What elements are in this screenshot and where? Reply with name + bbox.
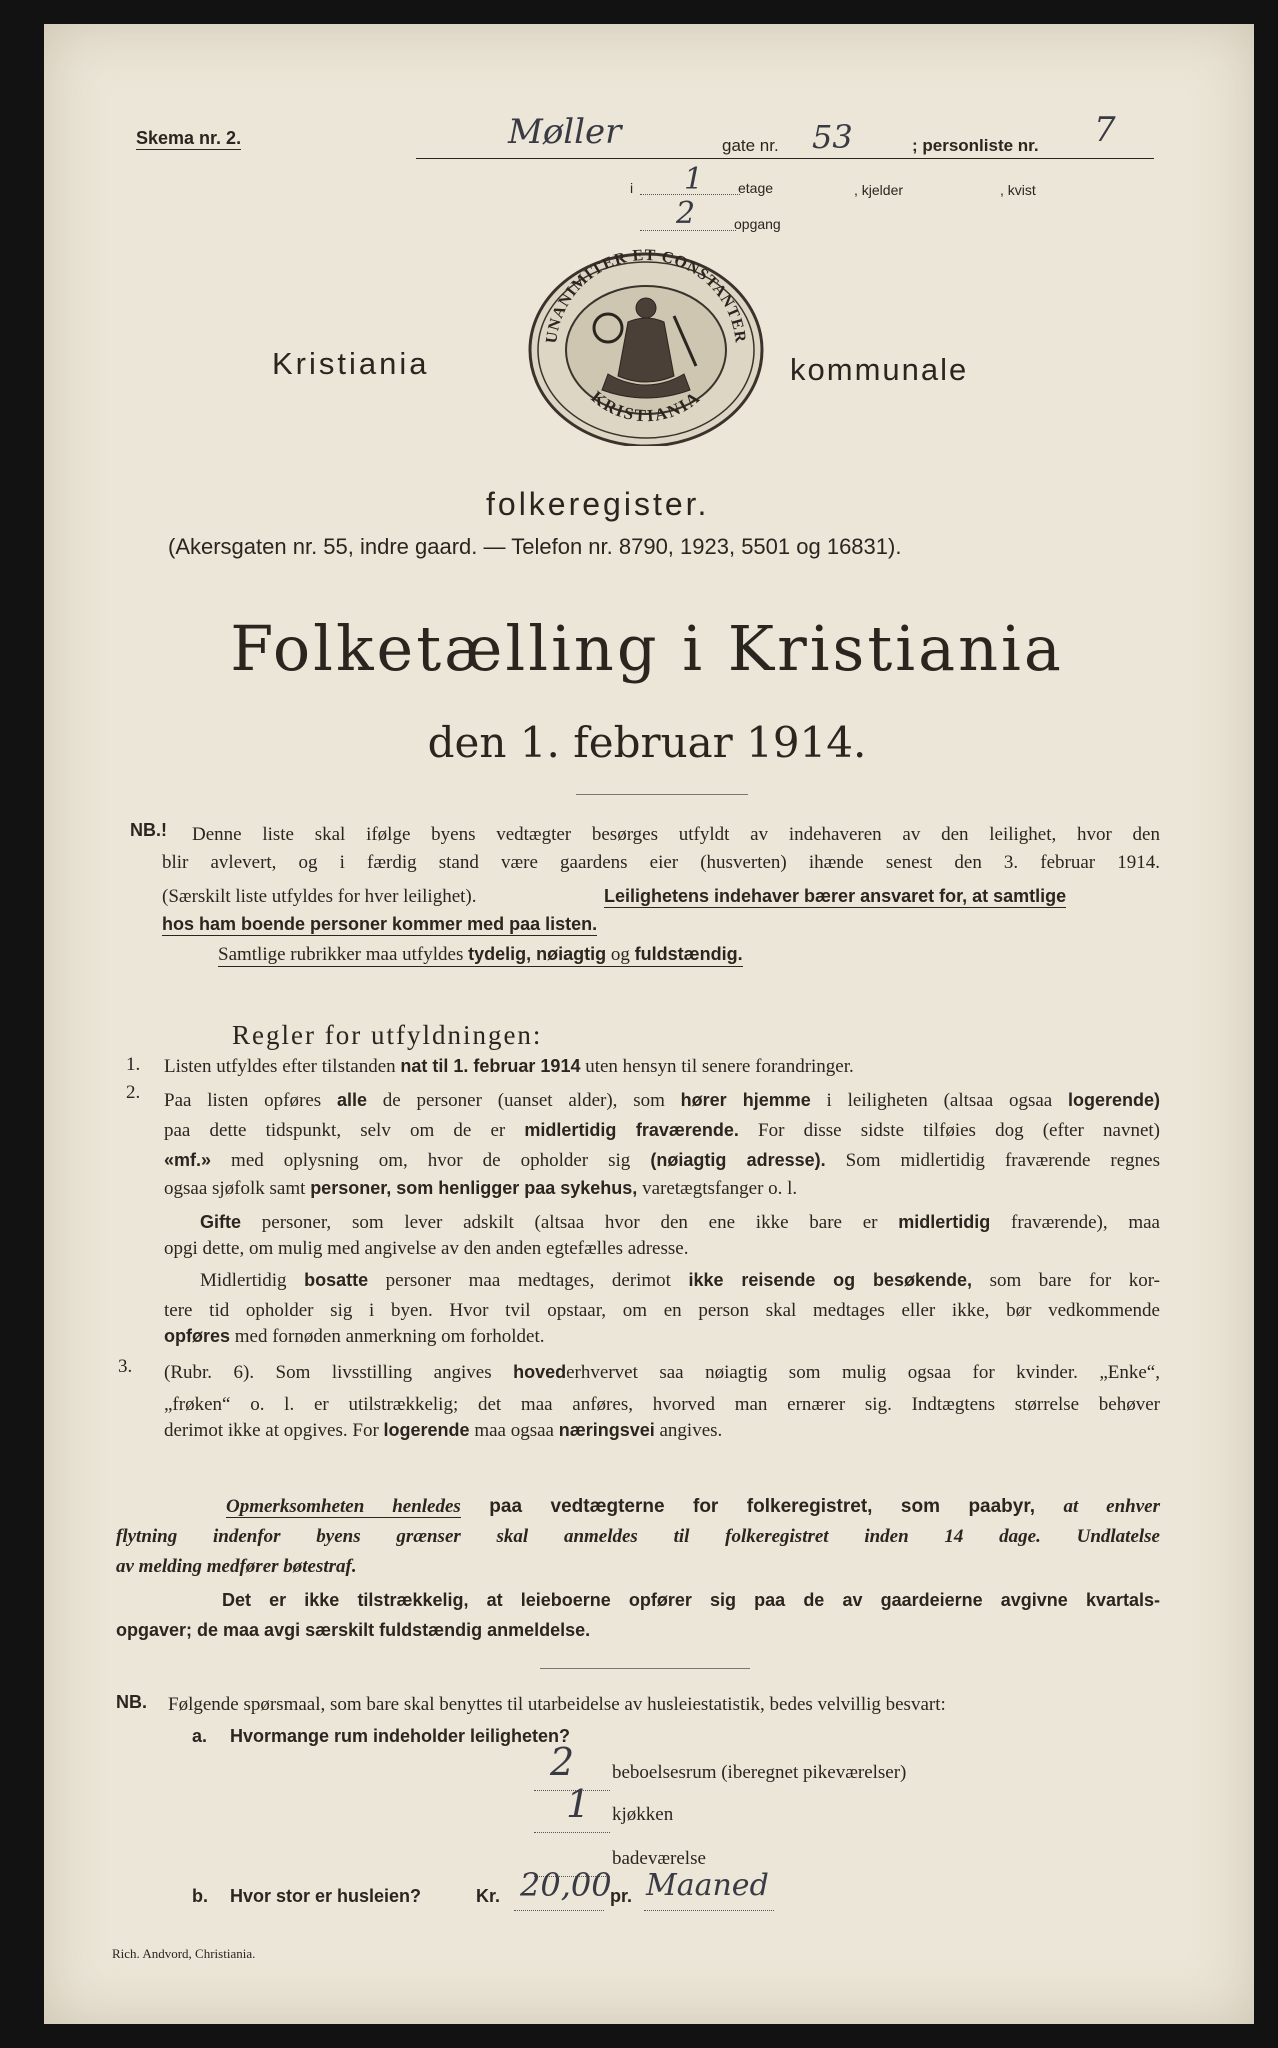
nb-responsibility-line4: hos ham boende personer kommer med paa listen. — [162, 914, 598, 934]
gate-label: gate nr. — [722, 136, 779, 155]
rule2-l9b: med fornøden anmerkning om forholdet. — [234, 1326, 545, 1347]
nb-fill-a: Samtlige rubrikker maa utfyldes — [218, 944, 464, 965]
notice-l1a: Opmerksomheten henledes — [226, 1496, 461, 1517]
period-dots — [644, 1910, 774, 1911]
divider-2 — [540, 1668, 750, 1669]
institution-address: (Akersgaten nr. 55, indre gaard. — Telefon nr. 8790, 1923, 5501 og 16831). — [168, 534, 902, 559]
notice-l1c: at enhver — [1063, 1496, 1160, 1517]
notice-line2: flytning indenfor byens grænser skal anmeldes til folkeregistret inden 14 dage. Undlatelse — [116, 1526, 1160, 1547]
period-handwritten: Maaned — [646, 1868, 769, 1903]
rule3-l1c: erhvervet saa nøiagtig som mulig ogsaa for kvinder. „Enke“, — [566, 1362, 1160, 1383]
rule2-l2b: midlertidig fraværende. — [524, 1120, 739, 1140]
etage-label: etage — [738, 180, 774, 196]
opgang-number-handwritten: 2 — [676, 196, 696, 231]
question-b-text: Hvor stor er husleien? — [230, 1886, 422, 1906]
kvist-label: , kvist — [1000, 182, 1036, 198]
rule2-l4a: ogsaa sjøfolk samt — [164, 1178, 306, 1199]
rule1-b: nat til 1. februar 1914 — [400, 1056, 581, 1076]
rooms-number-handwritten: 2 — [550, 1740, 575, 1784]
rule2-l3c: (nøiagtig adresse). — [650, 1150, 826, 1170]
rule3-l3a: derimot ikke at opgives. For — [164, 1420, 379, 1441]
rule1-a: Listen utfyldes efter tilstanden — [164, 1056, 396, 1077]
rule2-line5 — [200, 1208, 1160, 1237]
rule2-l2c: For disse sidste tilføies dog (efter navnet) — [758, 1120, 1160, 1141]
rule2-l1e: i leiligheten (altsaa ogsaa — [826, 1090, 1053, 1111]
rule3-l1a: (Rubr. 6). Som livsstilling angives — [164, 1362, 492, 1383]
per-label: pr. — [610, 1886, 633, 1906]
rule3-l3d: næringsvei — [558, 1420, 655, 1440]
etage-number-handwritten: 1 — [684, 162, 704, 197]
rule3-line3 — [164, 1420, 722, 1442]
rule2-l3a: «mf.» — [164, 1150, 212, 1170]
gate-number-handwritten: 53 — [812, 118, 853, 156]
rule2-line2 — [164, 1116, 1160, 1145]
rule2-l4c: varetægtsfanger o. l. — [642, 1178, 798, 1199]
rule2-l4b: personer, som henligger paa sykehus, — [310, 1178, 638, 1198]
rule3-l3c: maa ogsaa — [474, 1420, 554, 1441]
rent-dots — [514, 1910, 604, 1911]
notice-line1 — [226, 1496, 1160, 1518]
page-title: Folketælling i Kristiania — [230, 612, 1064, 685]
kitchen-label: kjøkken — [612, 1804, 674, 1825]
personliste-number-handwritten: 7 — [1094, 110, 1116, 150]
rule2-l1c: de personer (uanset alder), som — [382, 1090, 665, 1111]
i-label: i — [630, 180, 634, 196]
rule2-l5b: personer, som lever adskilt (altsaa hvor den ene ikke bare er — [261, 1212, 878, 1233]
skema-number: Skema nr. 2. — [136, 128, 242, 148]
question-b-letter: b. — [192, 1886, 208, 1906]
nb-fill-c: og — [610, 944, 630, 965]
rule2-l7c: personer maa medtages, derimot — [385, 1270, 671, 1291]
seal-ring-text — [524, 246, 768, 446]
rent-handwritten: 20,00 — [520, 1866, 612, 1904]
printer-credit: Rich. Andvord, Christiania. — [112, 1946, 256, 1961]
nb-text-line2: blir avlevert, og i færdig stand være gaardens eier (husverten) ihænde senest den 3. februar 1914. — [162, 852, 1160, 873]
bath-label: badeværelse — [612, 1848, 706, 1869]
seal-ring-bottom-text: KRISTIANIA — [587, 387, 705, 426]
notice-line5: opgaver; de maa avgi særskilt fuldstændig anmeldelse. — [116, 1620, 591, 1640]
rule2-l1b: alle — [336, 1090, 367, 1110]
page-subtitle-date: den 1. februar 1914. — [427, 718, 867, 767]
rule2-l5c: midlertidig — [898, 1212, 991, 1232]
svg-text:KRISTIANIA — [588, 387, 705, 425]
rule3-line2: „frøken“ o. l. er utilstrækkelig; det maa anføres, hvorved man ernærer sig. Indtægtens størrelse behøver — [164, 1394, 1160, 1415]
notice-line4: Det er ikke tilstrækkelig, at leieboerne opfører sig paa de av gaardeierne avgivne kvartals- — [222, 1590, 1160, 1610]
nb-responsibility-line3: Leilighetens indehaver bærer ansvaret for, at samtlige — [604, 886, 1067, 906]
rule2-l1d: hører hjemme — [680, 1090, 811, 1110]
rule2-line7 — [200, 1266, 1160, 1295]
nb-fill-b: tydelig, nøiagtig — [468, 944, 607, 964]
rule3-l3b: logerende — [383, 1420, 470, 1440]
personliste-label: ; personliste nr. — [912, 136, 1039, 155]
rule2-line6: opgi dette, om mulig med angivelse av den anden egtefælles adresse. — [164, 1238, 689, 1259]
rule2-l3b: med oplysning om, hvor de opholder sig — [231, 1150, 631, 1171]
svg-text:UNANIMITER ET CONSTANTER — [543, 247, 749, 345]
rule2-l1a: Paa listen opføres — [164, 1090, 322, 1111]
rule3-line1 — [164, 1358, 1160, 1387]
rule1-text — [164, 1056, 854, 1078]
rule3-l3e: angives. — [659, 1420, 723, 1441]
nb-text-line3a: (Særskilt liste utfyldes for hver leilighet). — [162, 886, 477, 907]
rule2-l9a: opføres — [164, 1326, 231, 1346]
kr-label: Kr. — [476, 1886, 501, 1906]
kitchen-dots — [534, 1832, 610, 1833]
rule2-l3d: Som midlertidig fraværende regnes — [845, 1150, 1161, 1171]
rooms-label: beboelsesrum (iberegnet pikeværelser) — [612, 1762, 907, 1783]
rule2-l7e: som bare for kor- — [989, 1270, 1160, 1291]
rule2-line3 — [164, 1146, 1160, 1175]
institution-folkeregister: folkeregister. — [486, 486, 710, 522]
rule2-l5a: Gifte — [200, 1212, 242, 1232]
rule2-l5d: fraværende), maa — [1011, 1212, 1160, 1233]
opgang-label: opgang — [734, 216, 781, 232]
rule2-l2a: paa dette tidspunkt, selv om de er — [164, 1120, 506, 1141]
question-a-text: Hvormange rum indeholder leiligheten? — [230, 1726, 571, 1746]
notice-line3: av melding medfører bøtestraf. — [116, 1556, 357, 1577]
rule1-c: uten hensyn til senere forandringer. — [585, 1056, 854, 1077]
kitchen-number-handwritten: 1 — [566, 1782, 591, 1826]
divider — [576, 794, 748, 795]
nb-text-line1: Denne liste skal ifølge byens vedtægter besørges utfyldt av indehaveren av den leilighet, hvor den — [192, 824, 1160, 845]
rule2-l7b: bosatte — [304, 1270, 369, 1290]
rule2-line1 — [164, 1086, 1160, 1115]
rule2-l7d: ikke reisende og besøkende, — [688, 1270, 973, 1290]
nb-fill-instructions — [218, 944, 743, 967]
rule2-line4 — [164, 1178, 797, 1200]
question-a-letter: a. — [192, 1726, 208, 1746]
notice-l1b: paa vedtægterne for folkeregistret, som paabyr, — [489, 1496, 1035, 1517]
rules-heading: Regler for utfyldningen: — [232, 1020, 543, 1050]
street-name-handwritten: Møller — [508, 112, 622, 152]
rule1-number: 1. — [126, 1054, 141, 1075]
rule2-line9 — [164, 1326, 545, 1348]
rule3-l1b: hoved — [513, 1362, 567, 1382]
nb-label: NB.! — [130, 820, 167, 840]
rule2-line8: tere tid opholder sig i byen. Hvor tvil opstaar, om en person skal medtages eller ikke, bør vedkommende — [164, 1300, 1160, 1321]
kjelder-label: , kjelder — [854, 182, 904, 198]
rule2-number: 2. — [126, 1082, 141, 1103]
rule2-l7a: Midlertidig — [200, 1270, 287, 1291]
rule2-l1f: logerende) — [1068, 1090, 1161, 1110]
institution-left: Kristiania — [272, 346, 430, 381]
nb2-intro: Følgende spørsmaal, som bare skal benyttes til utarbeidelse av husleiestatistik, bedes velvillig besvart: — [168, 1694, 946, 1715]
nb2-label: NB. — [116, 1692, 147, 1712]
nb-fill-d: fuldstændig. — [634, 944, 743, 964]
seal-ring-top-text: UNANIMITER ET CONSTANTER — [543, 246, 749, 345]
address-line — [416, 158, 1154, 159]
rule3-number: 3. — [118, 1356, 133, 1377]
institution-right: kommunale — [790, 352, 969, 387]
